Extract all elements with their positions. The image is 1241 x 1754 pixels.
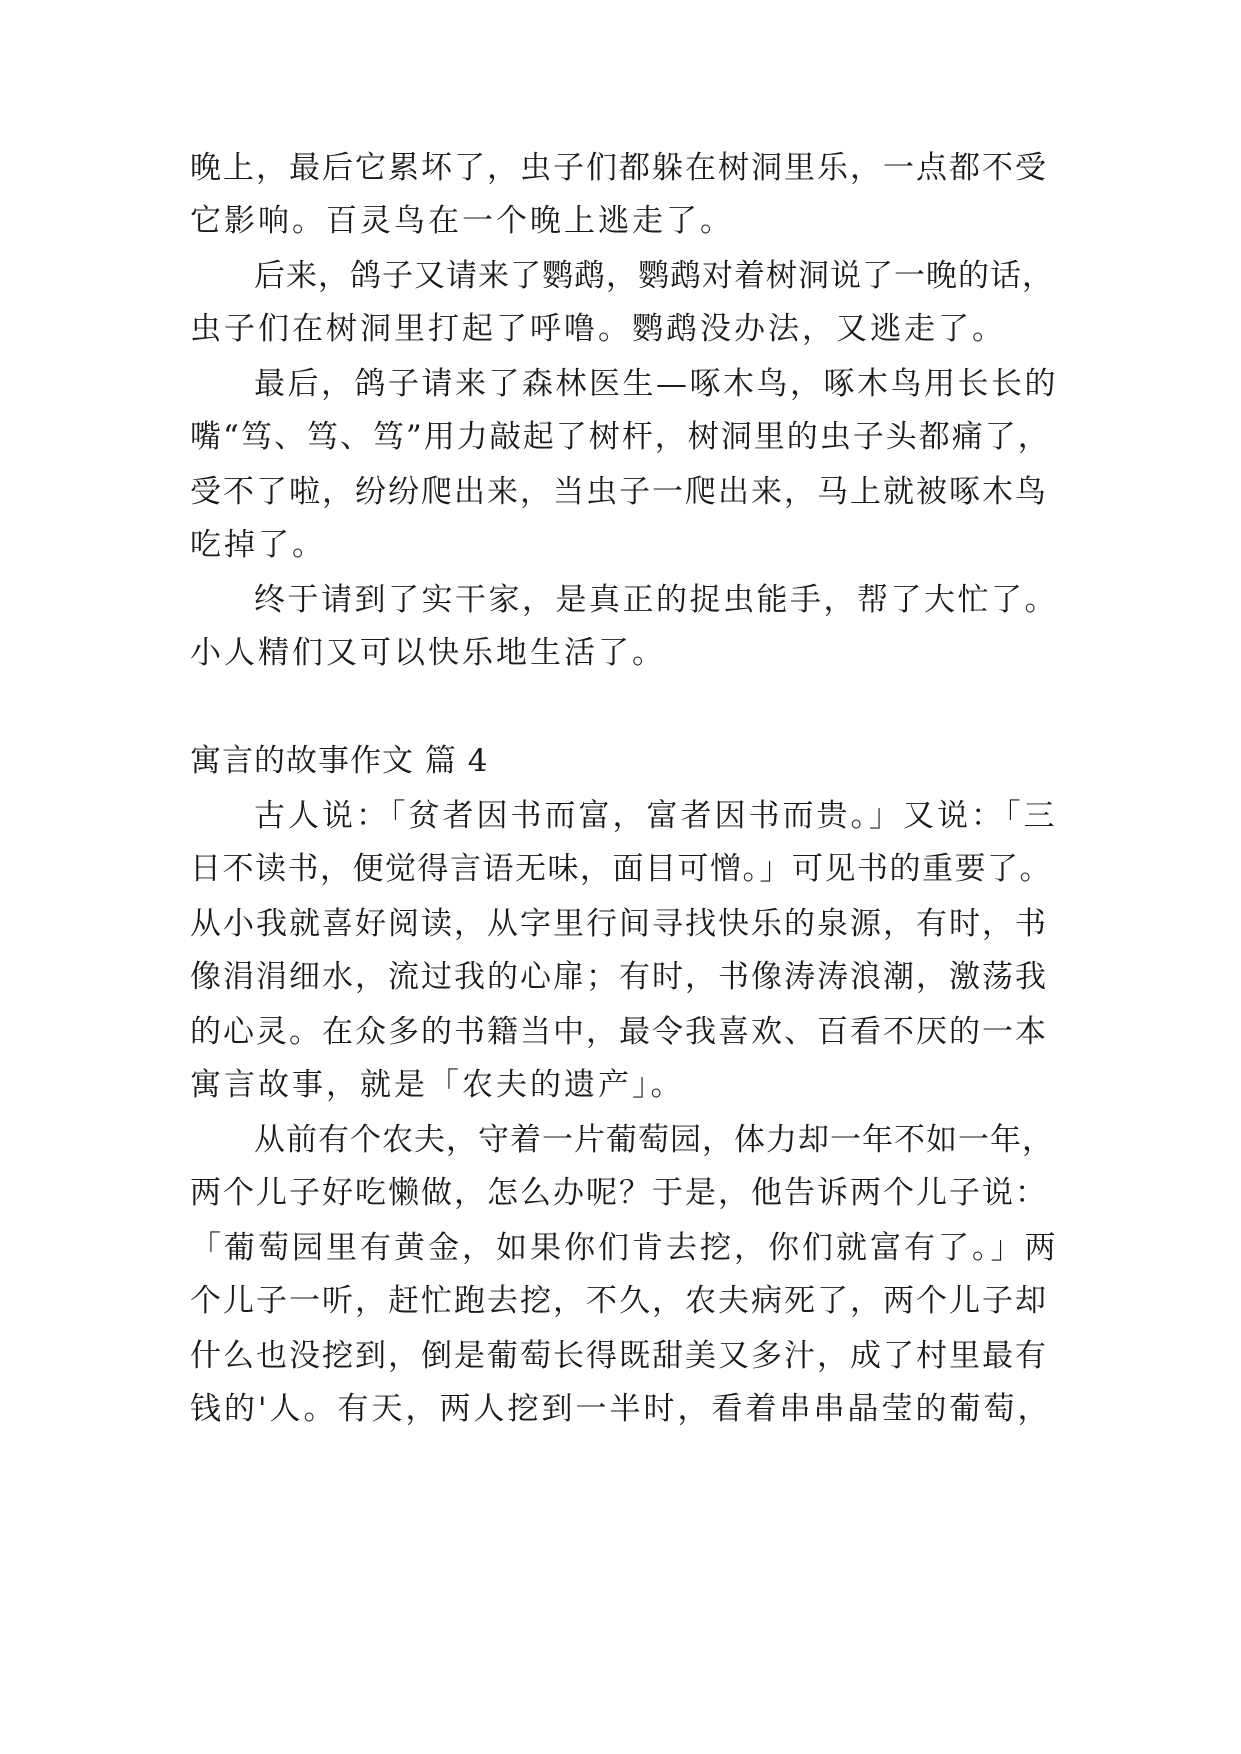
text-line: 吃掉了。 (190, 527, 326, 563)
text-line: 个儿子一听，赶忙跑去挖，不久，农夫病死了，两个儿子却 (190, 1283, 1048, 1319)
text-line: 日不读书，便觉得言语无味，面目可憎。」可见书的重要了。 (190, 851, 1052, 887)
text-line: 钱的'人。有天，两人挖到一半时，看着串串晶莹的葡萄， (190, 1391, 1052, 1427)
text-line: 「葡萄园里有黄金，如果你们肯去挖，你们就富有了。」两 (190, 1230, 1059, 1266)
text-line: 终于请到了实干家，是真正的捉虫能手，帮了大忙了。 (254, 582, 1058, 618)
text-line: 古人说：「贫者因书而富，富者因书而贵。」又说：「三 (254, 798, 1058, 834)
text-line: 两个儿子好吃懒做，怎么办呢？于是，他告诉两个儿子说： (190, 1175, 1048, 1211)
section-heading: 寓言的故事作文 篇 4 (190, 743, 489, 779)
text-line: 寓言故事，就是「农夫的遗产」。 (190, 1067, 685, 1103)
text-line: 受不了啦，纷纷爬出来，当虫子一爬出来，马上就被啄木鸟 (190, 474, 1048, 510)
text-line: 最后，鸽子请来了森林医生—啄木鸟，啄木鸟用长长的 (254, 366, 1058, 402)
text-line: 像涓涓细水，流过我的心扉；有时，书像涛涛浪潮，激荡我 (190, 959, 1048, 995)
text-line: 它影响。百灵鸟在一个晚上逃走了。 (190, 203, 734, 239)
text-line: 从前有个农夫，守着一片葡萄园，体力却一年不如一年， (254, 1122, 1054, 1158)
text-line: 从小我就喜好阅读，从字里行间寻找快乐的泉源，有时，书 (190, 906, 1048, 942)
text-line: 嘴“笃、笃、笃”用力敲起了树杆，树洞里的虫子头都痛了， (190, 419, 1051, 455)
text-line: 什么也没挖到，倒是葡萄长得既甜美又多汁，成了村里最有 (190, 1338, 1048, 1374)
text-line: 晚上，最后它累坏了，虫子们都躲在树洞里乐，一点都不受 (190, 150, 1048, 186)
text-line: 的心灵。在众多的书籍当中，最令我喜欢、百看不厌的一本 (190, 1014, 1048, 1050)
text-line: 后来，鸽子又请来了鹦鹉，鹦鹉对着树洞说了一晚的话， (254, 258, 1054, 294)
text-line: 小人精们又可以快乐地生活了。 (190, 635, 666, 671)
text-line: 虫子们在树洞里打起了呼噜。鹦鹉没办法，又逃走了。 (190, 311, 1006, 347)
